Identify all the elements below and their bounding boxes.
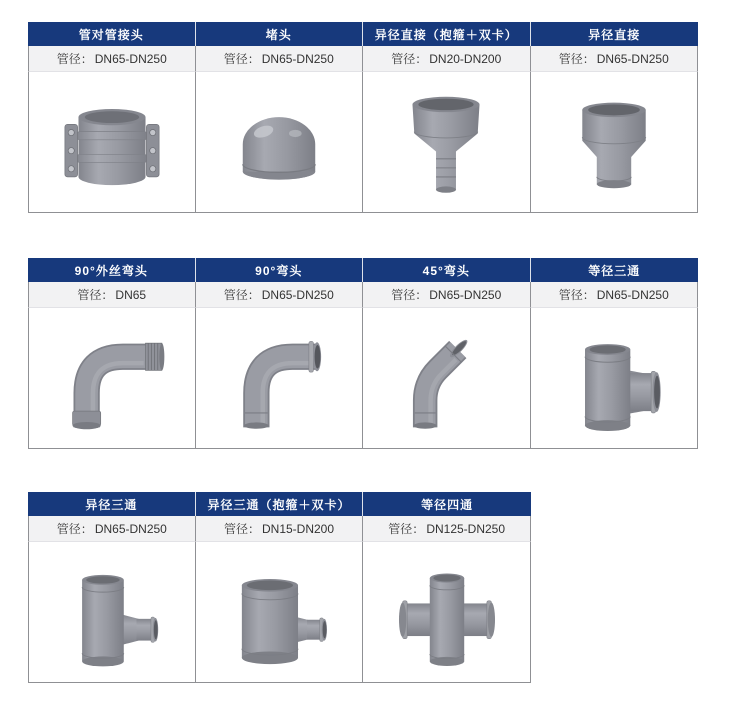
product-spec — [28, 46, 196, 72]
spec-value: DN65-DN250 — [261, 51, 334, 66]
product-title: 异径直接 — [531, 22, 699, 46]
spec-value: DN125-DN250 — [426, 521, 506, 536]
product-image-cell — [531, 308, 699, 449]
reducing-coupling-clamp-image — [369, 79, 523, 206]
spec-label: 管径： — [223, 288, 260, 302]
product-title: 等径四通 — [363, 492, 531, 516]
product-card-coupling — [28, 22, 196, 213]
product-title: 异径直接（抱箍＋双卡） — [363, 22, 531, 46]
spec-value: DN65-DN250 — [596, 287, 669, 302]
product-image-cell — [363, 72, 531, 213]
product-image-cell — [196, 72, 364, 213]
spec-label: 管径： — [223, 522, 260, 536]
product-image-cell — [196, 308, 364, 449]
spec-value: DN65 — [115, 287, 147, 302]
product-spec — [363, 282, 531, 308]
product-title: 90°弯头 — [196, 258, 364, 282]
product-card-reducing-tee-clamp — [196, 492, 364, 683]
spec-label: 管径： — [56, 522, 93, 536]
spec-label: 管径： — [558, 288, 595, 302]
product-title: 45°弯头 — [363, 258, 531, 282]
product-card-elbow-90 — [196, 258, 364, 449]
spec-label: 管径： — [558, 52, 595, 66]
product-spec — [363, 46, 531, 72]
product-image-cell — [363, 308, 531, 449]
spec-label: 管径： — [391, 52, 428, 66]
product-spec — [531, 46, 699, 72]
spec-value: DN65-DN250 — [429, 287, 502, 302]
spec-value: DN65-DN250 — [94, 51, 167, 66]
spec-label: 管径： — [223, 52, 260, 66]
spec-label: 管径： — [77, 288, 114, 302]
product-spec — [28, 282, 196, 308]
spec-label: 管径： — [391, 288, 428, 302]
product-title: 等径三通 — [531, 258, 699, 282]
product-card-end-cap — [196, 22, 364, 213]
product-card-reducing-tee — [28, 492, 196, 683]
product-spec — [363, 516, 531, 542]
product-title: 90°外丝弯头 — [28, 258, 196, 282]
product-image-cell — [196, 542, 364, 683]
product-card-elbow-90-threaded — [28, 258, 196, 449]
product-image-cell — [28, 308, 196, 449]
product-title: 堵头 — [196, 22, 364, 46]
product-spec — [196, 282, 364, 308]
spec-value: DN65-DN250 — [261, 287, 334, 302]
product-card-elbow-45 — [363, 258, 531, 449]
product-title: 异径三通（抱箍＋双卡） — [196, 492, 364, 516]
product-spec — [196, 516, 364, 542]
spec-label: 管径： — [388, 522, 425, 536]
equal-tee-image — [537, 315, 691, 442]
product-image-cell — [28, 72, 196, 213]
product-card-reducing-coupling-clamp — [363, 22, 531, 213]
reducing-tee-image — [35, 549, 189, 676]
reducing-tee-clamp-image — [202, 549, 356, 676]
product-group-3 — [28, 492, 531, 683]
equal-cross-image — [370, 549, 524, 676]
product-group-2 — [28, 258, 698, 449]
elbow-90-image — [202, 315, 356, 442]
pipe-coupling-image — [35, 79, 189, 206]
elbow-45-image — [369, 315, 523, 442]
product-card-equal-tee — [531, 258, 699, 449]
end-cap-image — [202, 79, 356, 206]
product-title: 管对管接头 — [28, 22, 196, 46]
spec-value: DN20-DN200 — [429, 51, 502, 66]
spec-label: 管径： — [56, 52, 93, 66]
product-group-1 — [28, 22, 698, 213]
product-title: 异径三通 — [28, 492, 196, 516]
product-spec — [531, 282, 699, 308]
product-image-cell — [531, 72, 699, 213]
product-image-cell — [363, 542, 531, 683]
product-image-cell — [28, 542, 196, 683]
reducing-coupling-image — [537, 79, 691, 206]
spec-value: DN65-DN250 — [596, 51, 669, 66]
product-spec — [28, 516, 196, 542]
product-card-equal-cross — [363, 492, 531, 683]
product-card-reducing-coupling — [531, 22, 699, 213]
spec-value: DN65-DN250 — [94, 521, 167, 536]
product-spec — [196, 46, 364, 72]
spec-value: DN15-DN200 — [261, 521, 335, 536]
elbow-90-threaded-image — [35, 315, 189, 442]
